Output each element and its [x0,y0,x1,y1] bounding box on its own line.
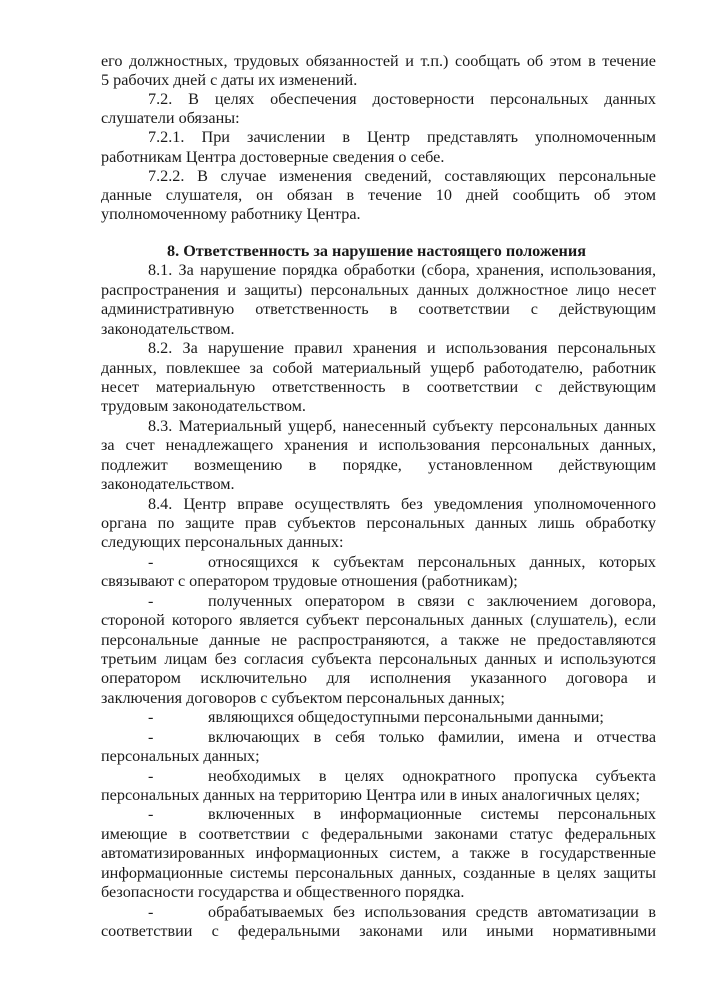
paragraph-7-2-1: 7.2.1. При зачислении в Центр представлять уполномоченным [148,128,656,147]
text-line: информационные системы персональных данных, созданные в целях защиты [101,863,656,882]
text-line: заключения договоров с субъектом персональных данных; [101,688,505,707]
paragraph-8-3: 8.3. Материальный ущерб, нанесенный субъекту персональных данных [148,416,656,435]
bullet-dash: - [148,766,154,785]
list-item [101,767,656,786]
text-line: уполномоченному работнику Центра. [101,204,361,223]
text-line: органа по защите прав субъектов персональных данных лишь обработку [101,514,656,533]
text-line: подлежит возмещению в порядке, установленном действующим [101,455,656,474]
text-line: работникам Центра достоверные сведения о себе. [101,147,445,166]
text-line: имеющие в соответствии с федеральными законами статус федеральных [101,824,656,843]
text-line: данные слушателя, он обязан в течение 10 дней сообщить об этом [101,185,656,204]
text-line: за счет ненадлежащего хранения и использования персональных данных, [101,436,656,455]
bullet-dash: - [148,727,154,746]
list-item [101,553,656,572]
bullet-dash: - [148,708,154,727]
text-line: связывают с оператором трудовые отношения (работникам); [101,572,518,591]
text-line: его должностных, трудовых обязанностей и т.п.) сообщать об этом в течение [101,52,656,70]
paragraph-7-2-2: 7.2.2. В случае изменения сведений, составляющих персональные [148,166,656,185]
list-item-text: необходимых в целях однократного пропуска субъекта [208,766,656,785]
bullet-dash: - [148,552,154,571]
text-line: слушатели обязаны: [101,109,240,128]
bullet-dash: - [148,805,154,824]
text-line: законодательством. [101,475,235,494]
text-line: распространения и защиты) персональных данных должностное лицо несет [101,280,656,299]
list-item [101,728,656,747]
paragraph-8-2: 8.2. За нарушение правил хранения и использования персональных [148,339,656,358]
list-item [101,708,656,727]
text-line: законодательством. [101,319,235,338]
text-line: оператором исключительно для исполнения указанного договора и [101,669,656,688]
bullet-dash: - [148,591,154,610]
text-line: административную ответственность в соответствии с действующим [101,300,656,319]
text-line: персональные данные не распространяются, а также не предоставляются [101,630,656,649]
paragraph-7-2: 7.2. В целях обеспечения достоверности персональных данных [148,90,656,109]
list-item [101,903,656,922]
text-line: автоматизированных информационных систем, а также в государственные [101,844,656,863]
list-item-text: включающих в себя только фамилии, имена и отчества [208,727,656,746]
text-line: трудовым законодательством. [101,397,306,416]
text-line: безопасности государства и общественного порядка. [101,883,465,902]
list-item-text: полученных оператором в связи с заключением договора, [208,591,656,610]
text-line: персональных данных на территорию Центра или в иных аналогичных целях; [101,786,641,805]
list-item [101,592,656,611]
section-8-heading: 8. Ответственность за нарушение настоящего положения [167,242,586,260]
text-line: данных, повлекшее за собой материальный ущерб работодателю, работник [101,358,656,377]
text-line: несет материальную ответственность в соответствии с действующим [101,378,656,396]
text-line: соответствии с федеральными законами или иными нормативными [101,922,656,941]
text-line: персональных данных; [101,747,260,766]
text-line: следующих персональных данных: [101,533,344,552]
list-item [101,805,656,824]
paragraph-8-4: 8.4. Центр вправе осуществлять без уведомления уполномоченного [148,494,656,513]
list-item-text: относящихся к субъектам персональных данных, которых [208,552,656,571]
text-line: стороной которого является субъект персональных данных (слушатель), если [101,611,656,630]
list-item-text: обрабатываемых без использования средств автоматизации в [208,902,656,921]
paragraph-8-1: 8.1. За нарушение порядка обработки (сбора, хранения, использования, [148,261,656,280]
list-item-text: являющихся общедоступными персональными данными; [208,708,604,727]
bullet-dash: - [148,902,154,921]
text-line: 5 рабочих дней с даты их изменений. [101,71,358,90]
text-line: третьим лицам без согласия субъекта персональных данных и используются [101,650,656,669]
list-item-text: включенных в информационные системы персональных [208,805,656,824]
